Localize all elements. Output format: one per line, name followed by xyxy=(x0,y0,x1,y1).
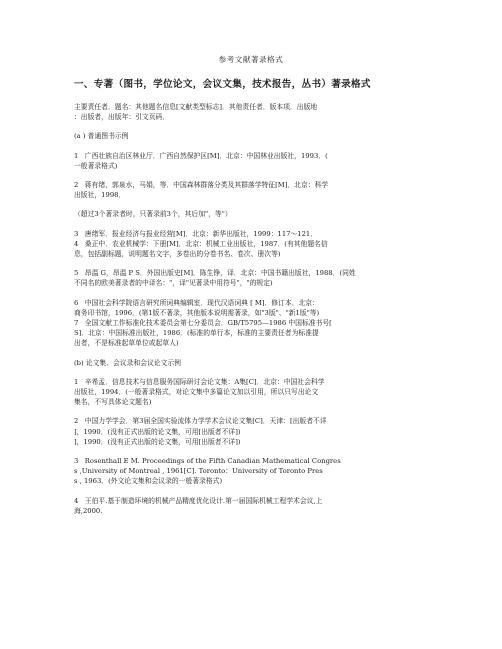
page-title: 参考文献著录格式 xyxy=(218,55,284,64)
reference-entry: 3 唐绪军．报业经济与报业经营[M]．北京：新华出版社，1999：117～121． xyxy=(74,229,318,238)
reference-entry: 1 广西壮族自治区林业厅．广西自然保护区[M]．北京：中国林业出版社，1993．( xyxy=(74,151,328,160)
section-heading: 一、专著（图书，学位论文，会议文集，技术报告，丛书）著录格式 xyxy=(74,79,371,90)
reference-entry: 3 Rosenthall E M. Proceedings of the Fifth Canadian Mathematical Congres xyxy=(74,457,341,466)
reference-entry: 2 蒋有绪，郭泉水，马娟，等．中国森林群落分类及其群落学特征[M]．北京：科学 xyxy=(74,181,329,190)
reference-entry: 4 桑正中．农业机械学：下册[M]．北京：机械工业出版社，1987．(有其他题名信 xyxy=(74,239,328,248)
reference-entry: 商务印书馆，1996．(第1版不著录，其他版本说明需著录，如"3版"、"新1版"等) xyxy=(74,308,320,317)
document-body xyxy=(74,102,434,516)
reference-entry: 海,2000. xyxy=(74,506,103,515)
intro-line: ：出版者，出版年：引文页码． xyxy=(74,113,170,122)
reference-entry: S]．北京：中国标准出版社，1986．(标准的单行本，标准的主要责任者为标准提 xyxy=(74,329,319,338)
reference-entry: 集名，不写具体论文题名) xyxy=(74,398,152,407)
reference-entry: s ,University of Montreal , 1961[C]. Toronto：University of Toronto Pres xyxy=(74,467,323,476)
reference-entry: 出版社，1998． xyxy=(74,191,126,200)
reference-entry: 7 全国文献工作标准化技术委员会第七分委员会．GB/T5795—1986 中国标准书号[ xyxy=(74,319,332,328)
reference-entry: ]，1990．(没有正式出版的论文集，可用[出版者不详]) xyxy=(74,427,241,436)
reference-entry: s , 1963．(外文论文集和会议录的一般著录格式) xyxy=(74,477,223,486)
reference-note: （超过3个著录者时，只著录前3个，其后加"，等"） xyxy=(74,210,232,219)
reference-entry: 出者，不是标准起草单位或起草人) xyxy=(74,339,179,348)
reference-entry: 一般著录格式) xyxy=(74,161,118,170)
reference-entry: 出版社，1994．(一般著录格式，对论文集中多篇论文加以引用，所以只写出论文 xyxy=(74,388,319,397)
reference-entry: 4 王伯平.基于制造环境的机械产品精度优化设计.第一届国际机械工程学术会议,上 xyxy=(74,496,323,505)
subheading-general-books: (a ) 普通图书示例 xyxy=(74,132,129,141)
intro-line: 主要责任者．题名：其他题名信息[文献类型标志]．其他责任者．版本项．出版地 xyxy=(74,103,318,111)
reference-entry: 息，包括副标题，说明题名文字，多卷出的分卷书名、卷次、册次等) xyxy=(74,250,281,259)
reference-entry: 1 辛希孟．信息技术与信息服务国际研讨会论文集：A集[C]．北京：中国社会科学 xyxy=(74,377,325,386)
subheading-proceedings: (b) 论文集、会议录和会议论文示例 xyxy=(74,358,181,367)
reference-entry: 5 昂温 G，昂温 P S．外国出版史[M]．陈生铮，译．北京：中国书籍出版社，1988．(同姓 xyxy=(74,269,356,278)
reference-entry: 不同名的欧美著录者的中译名："，译"见著录中用符号"，"的规定) xyxy=(74,279,273,288)
reference-entry: ]，1990．(没有正式出版的论文集，可用[出版者不详]) xyxy=(74,437,241,446)
reference-entry: 2 中国力学学会．第3届全国实验流体力学学术会议论文集[C]．天津：[出版者不详 xyxy=(74,417,327,426)
reference-entry: 6 中国社会科学院语言研究所词典编辑室．现代汉语词典 [ M]．修订本．北京： xyxy=(74,298,319,307)
